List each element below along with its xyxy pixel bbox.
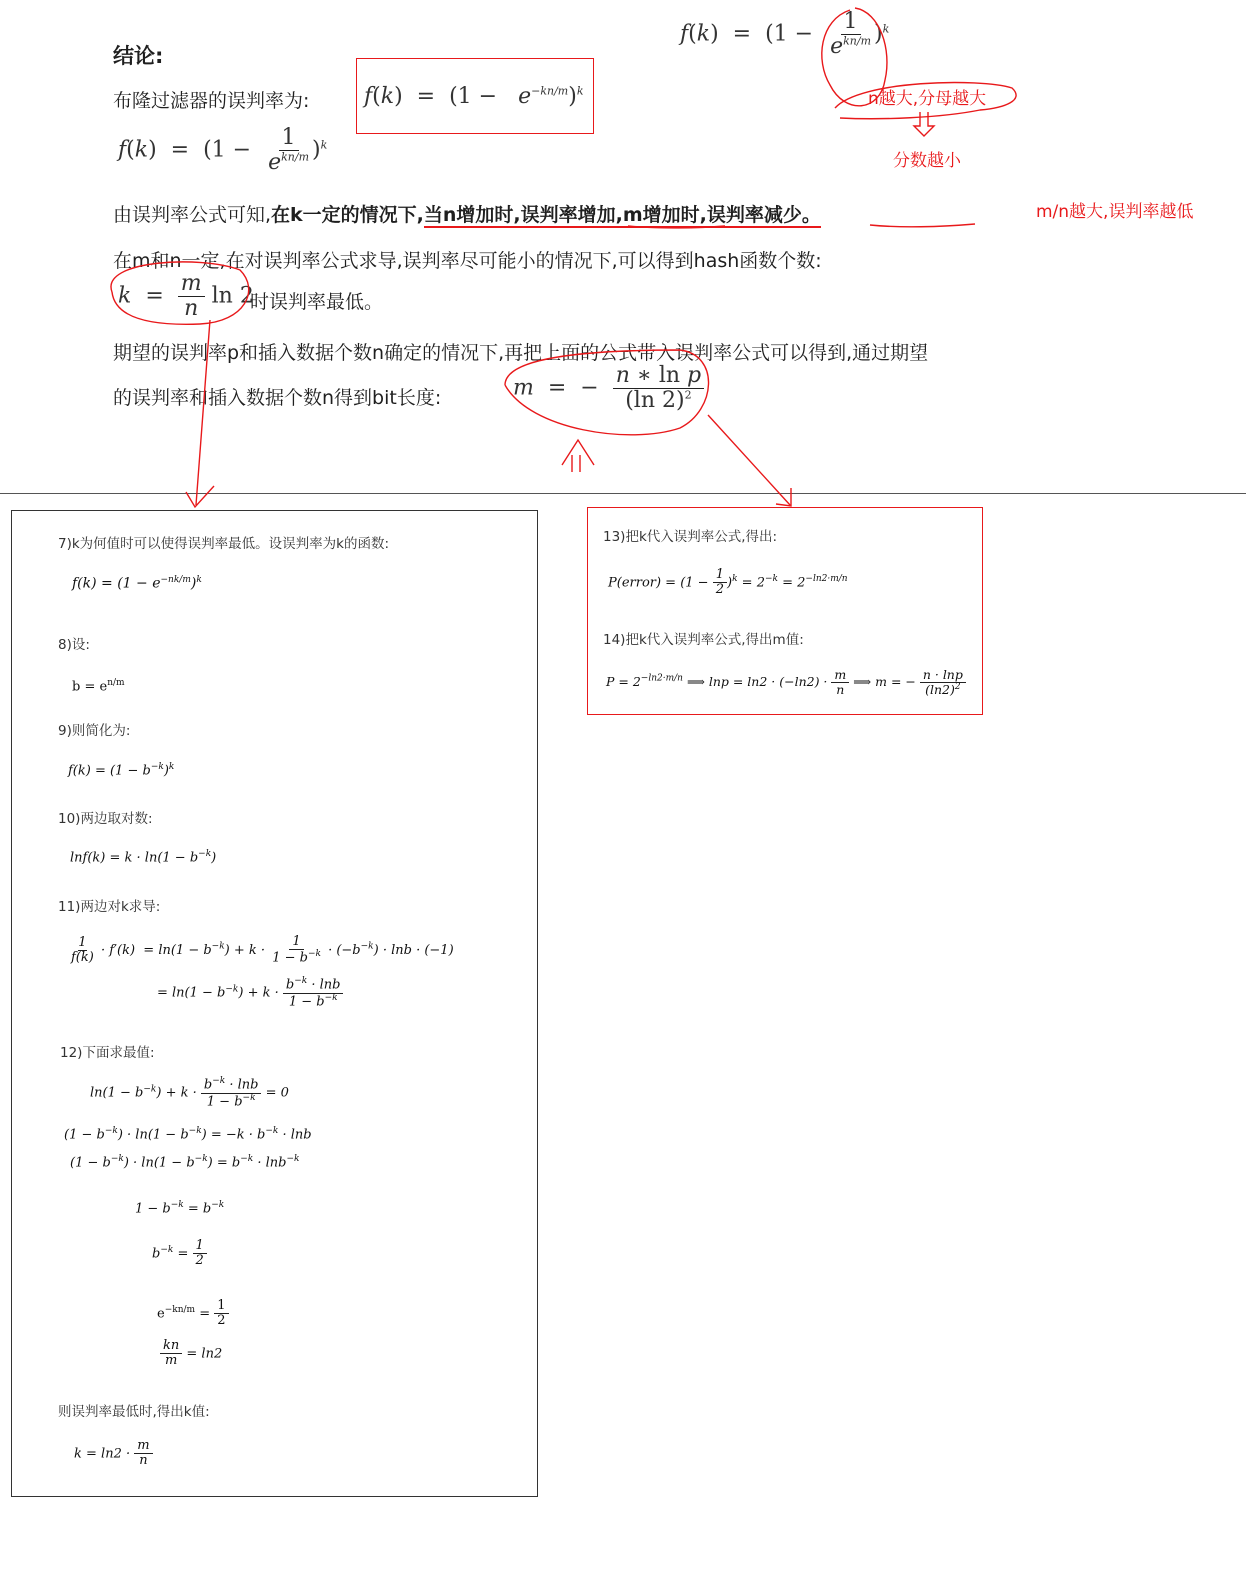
eq-final: k = ln2 · $\frac{m}{n}$ <box>74 1439 153 1469</box>
sentence-1-part5: 误判率减少。 <box>706 204 821 226</box>
derivation-panel-left <box>11 510 538 1497</box>
eq-derivative-1: $\frac{1}{f(k)}$ · $f'(k) = \ln(1 - b^{-k}) + k$ · $\frac{1}{1 - b^{-k}}$ · $(-b^{-k}) \cdot \ln b \cdot (-1)$ <box>71 934 454 966</box>
separator-line <box>0 493 1246 494</box>
top-right-formula: f(k) = (1 − $\frac{1}{e^{kn/m}}$ )$^k$ <box>680 9 890 60</box>
sentence-1-part3: 误判率增加, <box>520 204 623 226</box>
eq-extreme-5: $b^{-k}$ = $\frac{1}{2}$ <box>152 1239 207 1269</box>
eq-log: $\ln f(k) = k \cdot \ln(1 - b^{-k})$ <box>70 849 217 866</box>
eq-fk: $f(k) = (1 - e^{-nk/m})^k$ <box>72 575 202 592</box>
formula-fk-alt: f(k) = (1 − $\frac{1}{e^{kn/m}}$ )$^k$ <box>118 125 328 176</box>
step-14: 14)把k代入误判率公式,得出m值: <box>603 632 804 648</box>
sentence-1-part4: m增加时, <box>622 204 707 226</box>
k-formula: k = $\frac{m}{n}$ ln 2 <box>118 271 254 322</box>
conclusion-heading: 结论: <box>113 44 164 68</box>
sentence-1-part2: 当n增加时, <box>423 204 521 226</box>
eq-simplified: $f(k) = (1 - b^{-k})^k$ <box>68 762 175 779</box>
eq-extreme-7: $\frac{kn}{m}$ = ln2 <box>160 1339 222 1369</box>
annotation-fraction-smaller: 分数越小 <box>893 151 961 171</box>
sentence-4: 的误判率和插入数据个数n得到bit长度: <box>113 387 442 409</box>
eq-extreme-2: $(1 - b^{-k}) \cdot \ln(1 - b^{-k}) = -k \cdot b^{-k} \cdot \ln b$ <box>64 1126 312 1143</box>
false-positive-label: 布隆过滤器的误判率为: <box>113 90 310 112</box>
sentence-1-prefix: 由误判率公式可知, <box>113 204 272 226</box>
eq-derivative-2: = $\ln(1 - b^{-k}) + k$ · $\frac{b^{-k} \cdot \ln b}{1 - b^{-k}}$ <box>157 977 343 1009</box>
sentence-3: 期望的误判率p和插入数据个数n确定的情况下,再把上面的公式带入误判率公式可以得到,通过期望 <box>113 342 929 364</box>
m-formula: m = − $\frac{\text{n ∗ ln p}}{(\ln 2)^2}$ <box>513 364 704 413</box>
k-formula-suffix: 时误判率最低。 <box>250 291 384 313</box>
step-12: 12)下面求最值: <box>60 1045 155 1061</box>
step-8: 8)设: <box>58 637 90 653</box>
annotation-mn-bigger: m/n越大,误判率越低 <box>1036 202 1194 222</box>
step-10: 10)两边取对数: <box>58 811 153 827</box>
eq-extreme-6: $e^{-kn/m}$ = $\frac{1}{2}$ <box>157 1299 229 1329</box>
result-label: 则误判率最低时,得出k值: <box>58 1404 210 1420</box>
down-arrow <box>914 112 934 136</box>
annotation-n-bigger: n越大,分母越大 <box>868 89 987 109</box>
sentence-2: 在m和n一定,在对误判率公式求导,误判率尽可能小的情况下,可以得到hash函数个数: <box>113 250 822 272</box>
step-13: 13)把k代入误判率公式,得出: <box>603 529 778 545</box>
derivation-panel-right <box>587 507 983 715</box>
step-11: 11)两边对k求导: <box>58 899 161 915</box>
eq-perror: P(error) = (1 − $\frac{1}{2}$ )$^k = 2^{-k} = 2^{-ln2\cdot m/n}$ <box>608 567 848 598</box>
step-9: 9)则简化为: <box>58 723 131 739</box>
eq-extreme-3: $(1 - b^{-k}) \cdot \ln(1 - b^{-k}) = b^{-k} \cdot \ln b^{-k}$ <box>70 1154 300 1171</box>
eq-m: $P = 2^{-ln2\cdot m/n}$ ⟹ lnp = ln2 · (−ln2) · $\frac{m}{n}$ ⟹ m = − $\frac{n \cdot \ln p}{(\ln 2)^2}$ <box>606 668 966 697</box>
eq-extreme-1: $\ln(1 - b^{-k}) + k$ · $\frac{b^{-k} \cdot \ln b}{1 - b^{-k}}$ = 0 <box>90 1076 289 1109</box>
eq-extreme-4: $1 - b^{-k} = b^{-k}$ <box>135 1200 225 1217</box>
sentence-1 <box>113 200 821 227</box>
underline-2 <box>870 224 975 227</box>
step-7: 7)k为何值时可以使得误判率最低。设误判率为k的函数: <box>58 536 390 552</box>
sentence-1-part1: 在k一定的情况下, <box>271 204 424 226</box>
eq-b: $b = e^{n/m}$ <box>72 678 125 695</box>
formula-fk: $f(k) = (1 - e^{-kn/m})^k$ <box>364 84 584 109</box>
up-arrow <box>562 440 594 472</box>
